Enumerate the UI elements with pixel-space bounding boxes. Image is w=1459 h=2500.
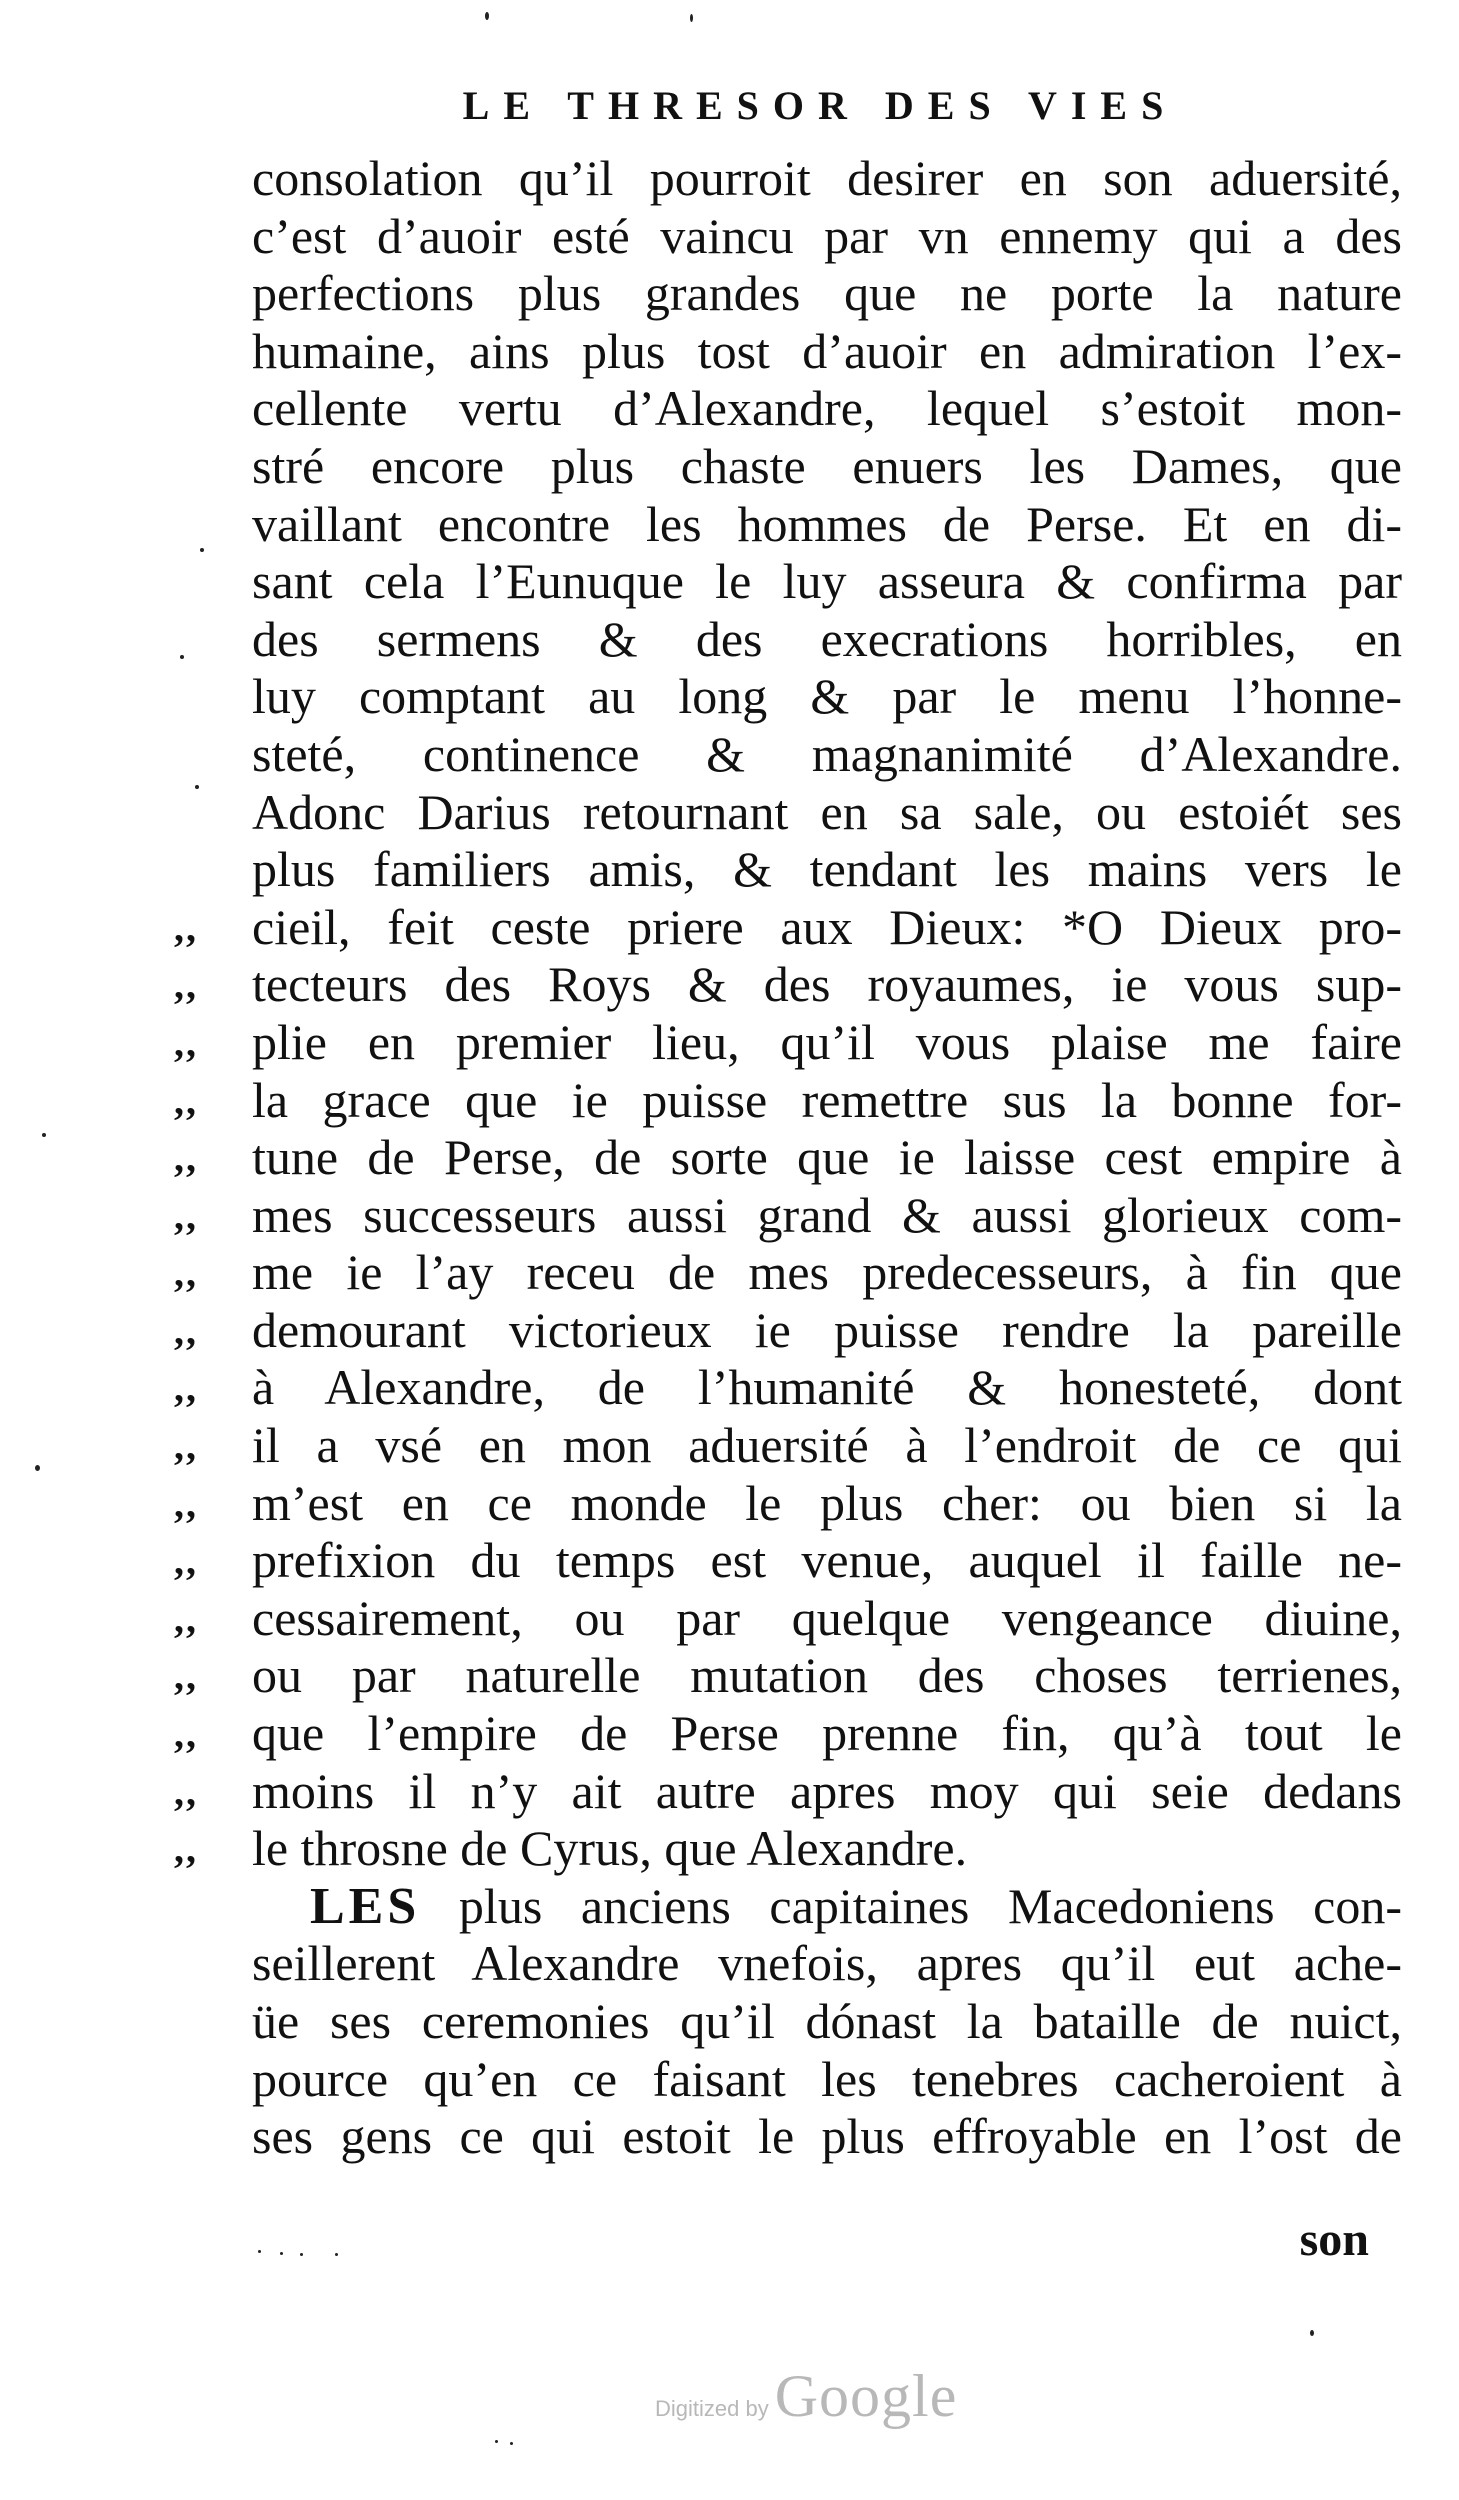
margin-quote-mark: ,, bbox=[174, 1538, 198, 1584]
line-text: des sermens & des execrations horribles, en bbox=[252, 610, 1402, 667]
scan-speck bbox=[300, 2253, 303, 2256]
scan-speck bbox=[485, 12, 489, 20]
line-text: c’est d’auoir esté vaincu par vn ennemy qui a des bbox=[252, 207, 1402, 264]
text-line bbox=[252, 841, 1402, 899]
scan-speck bbox=[335, 2253, 338, 2256]
line-text: consolation qu’il pourroit desirer en son aduersité, bbox=[252, 150, 1402, 206]
line-text: moins il n’y ait autre apres moy qui seie dedans bbox=[252, 1762, 1402, 1819]
scan-speck bbox=[690, 14, 693, 22]
line-text: prefixion du temps est venue, auquel il faille ne- bbox=[252, 1532, 1402, 1589]
line-text: seillerent Alexandre vnefois, apres qu’il eut ache- bbox=[252, 1935, 1402, 1992]
margin-quote-mark: ,, bbox=[174, 1711, 198, 1757]
text-line bbox=[252, 1993, 1402, 2051]
text-line bbox=[252, 323, 1402, 381]
text-line bbox=[174, 956, 1402, 1014]
scan-speck bbox=[200, 548, 204, 552]
margin-quote-mark: ,, bbox=[174, 1365, 198, 1411]
line-text: üe ses ceremonies qu’il dónast la bataille de nuict, bbox=[252, 1993, 1402, 2049]
text-line bbox=[174, 898, 1402, 957]
text-line bbox=[252, 553, 1402, 611]
line-text: humaine, ains plus tost d’auoir en admiration l’ex- bbox=[252, 322, 1402, 379]
margin-quote-mark: ,, bbox=[174, 1653, 198, 1699]
text-line bbox=[174, 1474, 1402, 1533]
scan-speck bbox=[195, 785, 199, 789]
line-text: Adonc Darius retournant en sa sale, ou estoiét ses bbox=[252, 783, 1402, 840]
text-line bbox=[252, 1935, 1402, 1993]
digitized-watermark bbox=[655, 2362, 957, 2431]
text-line bbox=[174, 1244, 1402, 1302]
text-line bbox=[252, 784, 1402, 842]
catchword: son bbox=[1299, 2213, 1369, 2266]
text-line bbox=[252, 265, 1402, 323]
text-line bbox=[252, 438, 1402, 496]
text-line bbox=[174, 1647, 1402, 1705]
text-line bbox=[174, 1417, 1402, 1475]
text-block bbox=[174, 150, 1402, 2166]
margin-quote-mark: ,, bbox=[174, 1480, 198, 1526]
margin-quote-mark: ,, bbox=[174, 1423, 198, 1469]
line-text: que l’empire de Perse prenne fin, qu’à tout le bbox=[252, 1705, 1402, 1762]
margin-quote-mark: ,, bbox=[174, 1250, 198, 1296]
line-text: cieil, feit ceste priere aux Dieux: *O Dieux pro- bbox=[252, 898, 1402, 955]
line-text: à Alexandre, de l’humanité & honesteté, dont bbox=[252, 1359, 1402, 1416]
line-text: pource qu’en ce faisant les tenebres cacheroient à bbox=[252, 2050, 1402, 2107]
text-line bbox=[252, 668, 1402, 726]
margin-quote-mark: ,, bbox=[174, 1595, 198, 1641]
text-line bbox=[252, 150, 1402, 208]
text-line bbox=[174, 1013, 1402, 1072]
line-text: le throsne de Cyrus, que Alexandre. bbox=[252, 1820, 968, 1877]
line-text: tune de Perse, de sorte que ie laisse cest empire à bbox=[252, 1129, 1402, 1186]
line-text: la grace que ie puisse remettre sus la bonne for- bbox=[252, 1071, 1402, 1128]
line-text: demourant victorieux ie puisse rendre la pareille bbox=[252, 1301, 1402, 1358]
text-line bbox=[174, 1589, 1402, 1648]
scan-speck bbox=[258, 2250, 261, 2253]
line-text: il a vsé en mon aduersité à l’endroit de ce qui bbox=[252, 1417, 1402, 1474]
scan-speck bbox=[42, 1133, 46, 1137]
section-initial: LES bbox=[310, 1877, 421, 1935]
text-line bbox=[252, 611, 1402, 669]
text-line bbox=[174, 1705, 1402, 1763]
text-line bbox=[174, 1301, 1402, 1360]
line-text: sant cela l’Eunuque le luy asseura & confirma par bbox=[252, 553, 1402, 610]
margin-quote-mark: ,, bbox=[174, 1019, 198, 1065]
margin-quote-mark: ,, bbox=[174, 1768, 198, 1814]
text-line bbox=[174, 1762, 1402, 1821]
running-head: LE THRESOR DES VIES bbox=[462, 83, 1178, 128]
line-text: luy comptant au long & par le menu l’honne- bbox=[252, 668, 1402, 725]
margin-quote-mark: ,, bbox=[174, 1192, 198, 1238]
line-text: me ie l’ay receu de mes predecesseurs, à fin que bbox=[252, 1244, 1402, 1301]
scan-speck bbox=[510, 2442, 513, 2445]
text-line bbox=[174, 1129, 1402, 1187]
line-text: stré encore plus chaste enuers les Dames, que bbox=[252, 437, 1402, 494]
line-text: cellente vertu d’Alexandre, lequel s’estoit mon- bbox=[252, 380, 1402, 437]
scan-speck bbox=[495, 2440, 498, 2443]
scan-speck bbox=[280, 2252, 283, 2255]
line-text: cessairement, ou par quelque vengeance diuine, bbox=[252, 1589, 1402, 1646]
watermark-digitized-text: Digitized by bbox=[655, 2396, 769, 2421]
margin-quote-mark: ,, bbox=[174, 962, 198, 1008]
scan-speck bbox=[180, 655, 184, 659]
margin-quote-mark: ,, bbox=[174, 1826, 198, 1872]
scan-speck bbox=[35, 1465, 40, 1471]
line-text: perfections plus grandes que ne porte la nature bbox=[252, 265, 1402, 322]
line-text: ou par naturelle mutation des choses terrienes, bbox=[252, 1647, 1402, 1704]
text-line bbox=[252, 496, 1402, 554]
line-text: plie en premier lieu, qu’il vous plaise me faire bbox=[252, 1013, 1402, 1070]
scan-speck bbox=[1310, 2330, 1314, 2336]
text-line bbox=[252, 380, 1402, 438]
line-text: m’est en ce monde le plus cher: ou bien si la bbox=[252, 1474, 1402, 1531]
margin-quote-mark: ,, bbox=[174, 1077, 198, 1123]
line-text: vaillant encontre les hommes de Perse. Et en di- bbox=[252, 495, 1402, 552]
text-line bbox=[252, 726, 1402, 784]
line-text: steté, continence & magnanimité d’Alexandre. bbox=[252, 725, 1402, 782]
line-text: mes successeurs aussi grand & aussi glorieux com- bbox=[252, 1186, 1402, 1243]
text-line bbox=[252, 208, 1402, 266]
line-text: ses gens ce qui estoit le plus effroyable en l’ost de bbox=[252, 2108, 1402, 2165]
text-line bbox=[174, 1359, 1402, 1417]
text-line bbox=[252, 1878, 1402, 1936]
line-text: plus anciens capitaines Macedoniens con- bbox=[458, 1877, 1402, 1934]
text-line bbox=[174, 1532, 1402, 1590]
text-line bbox=[252, 2051, 1402, 2109]
text-line bbox=[252, 2108, 1402, 2166]
margin-quote-mark: ,, bbox=[174, 1135, 198, 1181]
text-line bbox=[174, 1186, 1402, 1245]
margin-quote-mark: ,, bbox=[174, 1307, 198, 1353]
watermark-google-logo: Google bbox=[774, 2363, 958, 2429]
margin-quote-mark: ,, bbox=[174, 904, 198, 950]
line-text: tecteurs des Roys & des royaumes, ie vous sup- bbox=[252, 956, 1402, 1013]
line-text: plus familiers amis, & tendant les mains vers le bbox=[252, 841, 1402, 898]
text-line bbox=[174, 1071, 1402, 1130]
text-line bbox=[174, 1820, 1402, 1878]
